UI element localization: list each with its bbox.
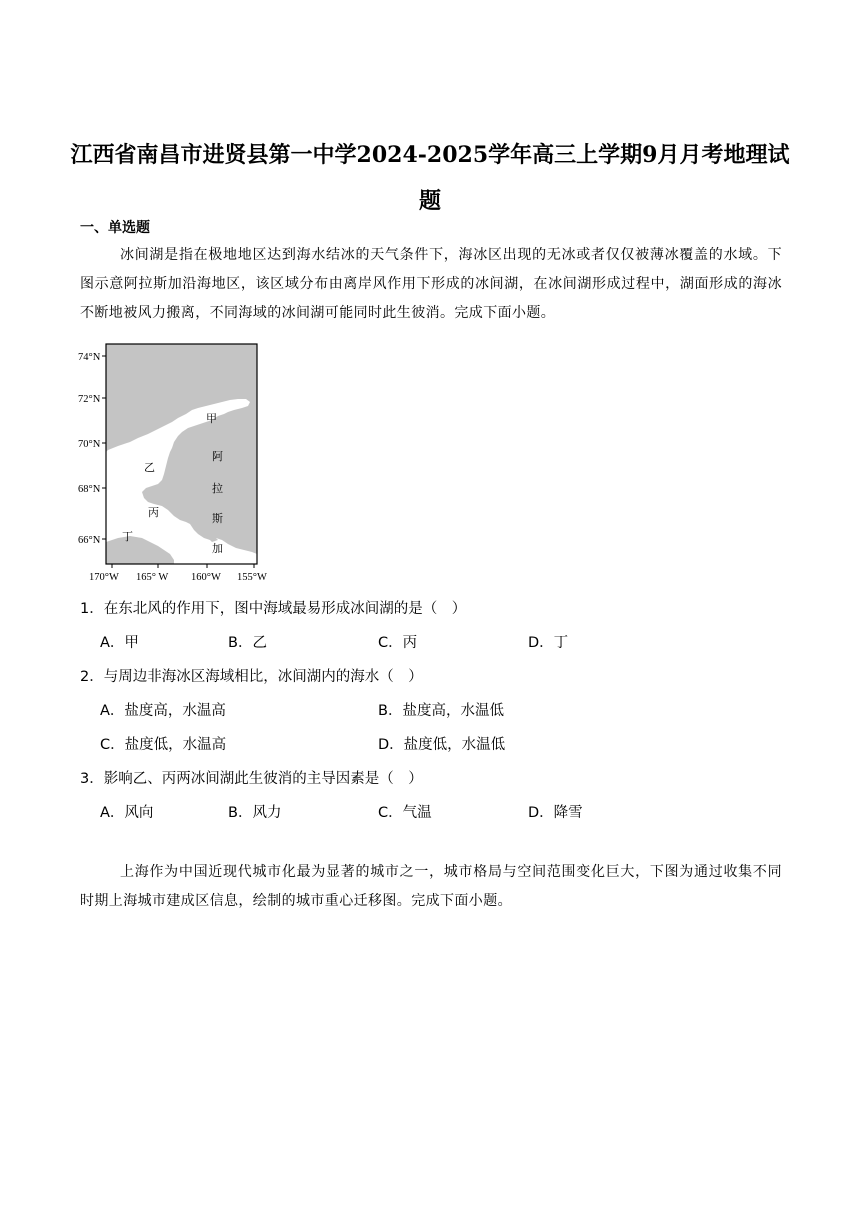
lat-tick-70: 70°N [78, 439, 101, 450]
lat-tick-74: 74°N [78, 352, 101, 363]
q1-option-b: B．乙 [228, 635, 267, 651]
q3-option-b: B．风力 [228, 805, 282, 821]
section-heading: 一、单选题 [80, 220, 150, 236]
page-title: 江西省南昌市进贤县第一中学2024-2025学年高三上学期9月月考地理试题 [70, 142, 790, 214]
q3-option-d: D．降雪 [528, 805, 583, 821]
question-1: 1．在东北风的作用下，图中海域最易形成冰间湖的是（ ） [80, 601, 467, 617]
label-ding: 丁 [122, 530, 133, 543]
q3-option-c: C．气温 [378, 805, 432, 821]
question-3: 3．影响乙、丙两冰间湖此生彼消的主导因素是（ ） [80, 771, 423, 787]
label-bing: 丙 [148, 506, 159, 519]
q3-option-a: A．风向 [100, 805, 154, 821]
q2-option-c: C．盐度低，水温高 [100, 737, 227, 753]
label-alaska-2: 拉 [212, 482, 223, 495]
question-2: 2．与周边非海冰区海域相比，冰间湖内的海水（ ） [80, 669, 423, 685]
lon-tick-165: 165° W [136, 572, 169, 583]
label-alaska-1: 阿 [212, 450, 223, 463]
q1-option-d: D．丁 [528, 635, 569, 651]
map-svg [78, 342, 278, 587]
label-yi: 乙 [144, 461, 155, 474]
passage-2: 上海作为中国近现代城市化最为显著的城市之一，城市格局与空间范围变化巨大，下图为通过收集不同时期上海城市建成区信息，绘制的城市重心迁移图。完成下面小题。 [80, 864, 782, 909]
label-jia: 甲 [206, 412, 217, 425]
q1-option-a: A．甲 [100, 635, 139, 651]
lon-tick-170: 170°W [89, 572, 119, 583]
lat-tick-68: 68°N [78, 484, 101, 495]
q2-option-b: B．盐度高，水温低 [378, 703, 504, 719]
alaska-map-figure [78, 342, 278, 587]
label-alaska-4: 加 [212, 542, 223, 555]
lon-tick-155: 155°W [237, 572, 267, 583]
lon-tick-160: 160°W [191, 572, 221, 583]
passage-1: 冰间湖是指在极地地区达到海水结冰的天气条件下，海冰区出现的无冰或者仅仅被薄冰覆盖的水域。下图示意阿拉斯加沿海地区，该区域分布由离岸风作用下形成的冰间湖，在冰间湖形成过程中，湖面形成的海冰不断地被风力搬离，不同海域的冰间湖可能同时此生彼消。完成下面小题。 [80, 247, 782, 321]
lat-tick-66: 66°N [78, 535, 101, 546]
lat-tick-72: 72°N [78, 394, 101, 405]
label-alaska-3: 斯 [212, 512, 223, 525]
q1-option-c: C．丙 [378, 635, 418, 651]
q2-option-d: D．盐度低，水温低 [378, 737, 506, 753]
q2-option-a: A．盐度高，水温高 [100, 703, 226, 719]
